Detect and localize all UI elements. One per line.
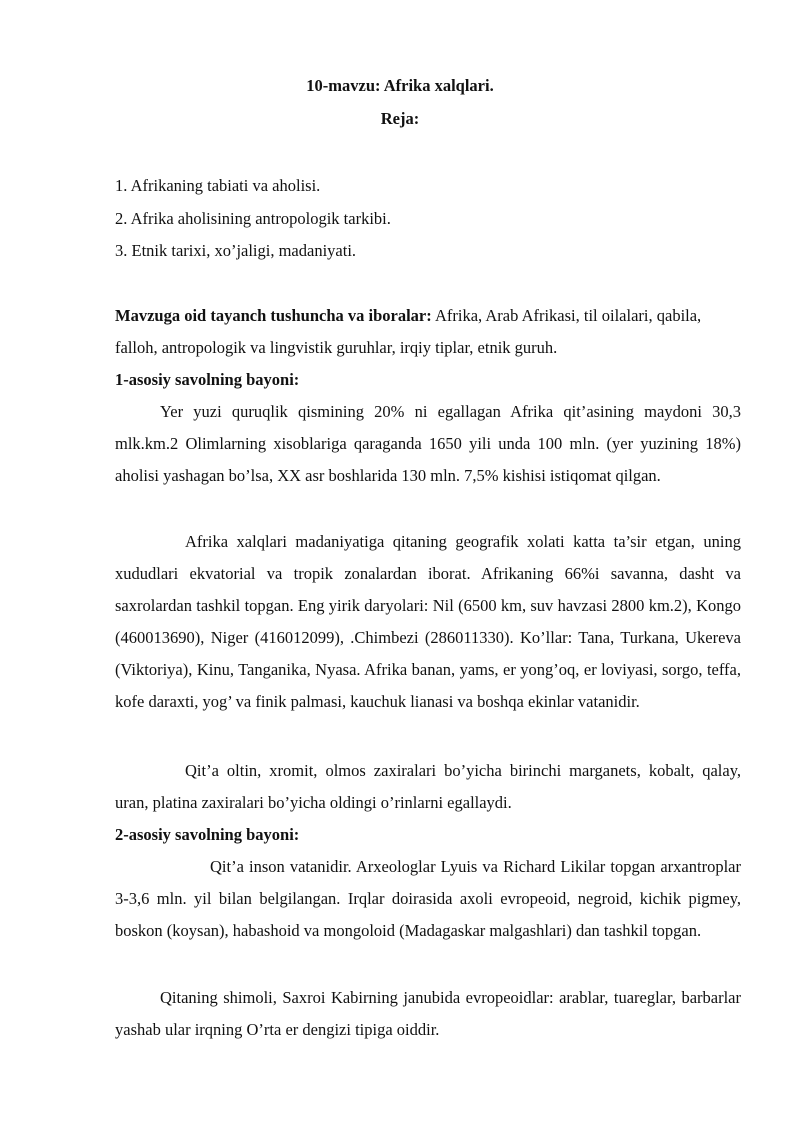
section1-heading: 1-asosiy savolning bayoni:	[115, 370, 300, 389]
document-title: 10-mavzu: Afrika xalqlari.	[306, 76, 494, 95]
keywords-label: Mavzuga oid tayanch tushuncha va iboralar:	[115, 306, 432, 325]
section1-paragraph: Yer yuzi quruqlik qismining 20% ni egallagan Afrika qit’asining maydoni 30,3 mlk.km.2 Olimlarning xisoblariga qaraganda 1650 yili unda 100 mln. (yer yuzining 18%) aholisi yashagan bo’lsa, XX asr boshlarida 130 mln. 7,5% kishisi istiqomat qilgan.	[115, 402, 741, 485]
keywords-text: Afrika, Arab Afrikasi, til oilalari, qabila, falloh, antropologik va lingvistik guruhlar, irqiy tiplar, etnik guruh.	[115, 306, 702, 357]
section2-paragraph: Qit’a inson vatanidir. Arxeologlar Lyuis va Richard Likilar topgan arxantroplar 3-3,6 mln. yil bilan belgilangan. Irqlar doirasida axoli evropeoid, negroid, kichik pigmey, boskon (koysan), habashoid va mongoloid (Madagaskar malgashlari) dan tashkil topgan.	[115, 857, 741, 940]
section1-paragraph: Qit’a oltin, xromit, olmos zaxiralari bo’yicha birinchi marganets, kobalt, qalay, uran, platina zaxiralari bo’yicha oldingi o’rinlarni egallaydi.	[115, 761, 741, 812]
section2-paragraph: Qitaning shimoli, Saxroi Kabirning janubida evropeoidlar: arablar, tuareglar, barbarlar yashab ular irqning O’rta er dengizi tipiga oiddir.	[115, 988, 741, 1039]
keywords-paragraph	[115, 300, 741, 364]
section2-heading: 2-asosiy savolning bayoni:	[115, 825, 300, 844]
plan-item: 2. Afrika aholisining antropologik tarkibi.	[115, 209, 391, 228]
plan-item: 1. Afrikaning tabiati va aholisi.	[115, 176, 321, 195]
plan-item: 3. Etnik tarixi, xo’jaligi, madaniyati.	[115, 241, 357, 260]
plan-heading: Reja:	[380, 109, 420, 128]
section1-paragraph: Afrika xalqlari madaniyatiga qitaning geografik xolati katta ta’sir etgan, uning xududlari ekvatorial va tropik zonalardan iborat. Afrikaning 66%i savanna, dasht va saxrolardan tashkil topgan. Eng yirik daryolari: Nil (6500 km, suv havzasi 2800 km.2), Kongo (460013690), Niger (416012099), .Chimbezi (286011330). Ko’llar: Tana, Turkana, Ukereva (Viktoriya), Kinu, Tanganika, Nyasa. Afrika banan, yams, er yong’oq, er loviyasi, sorgo, teffa, kofe daraxti, yog’ va finik palmasi, kauchuk lianasi va boshqa ekinlar vatanidir.	[115, 532, 741, 711]
